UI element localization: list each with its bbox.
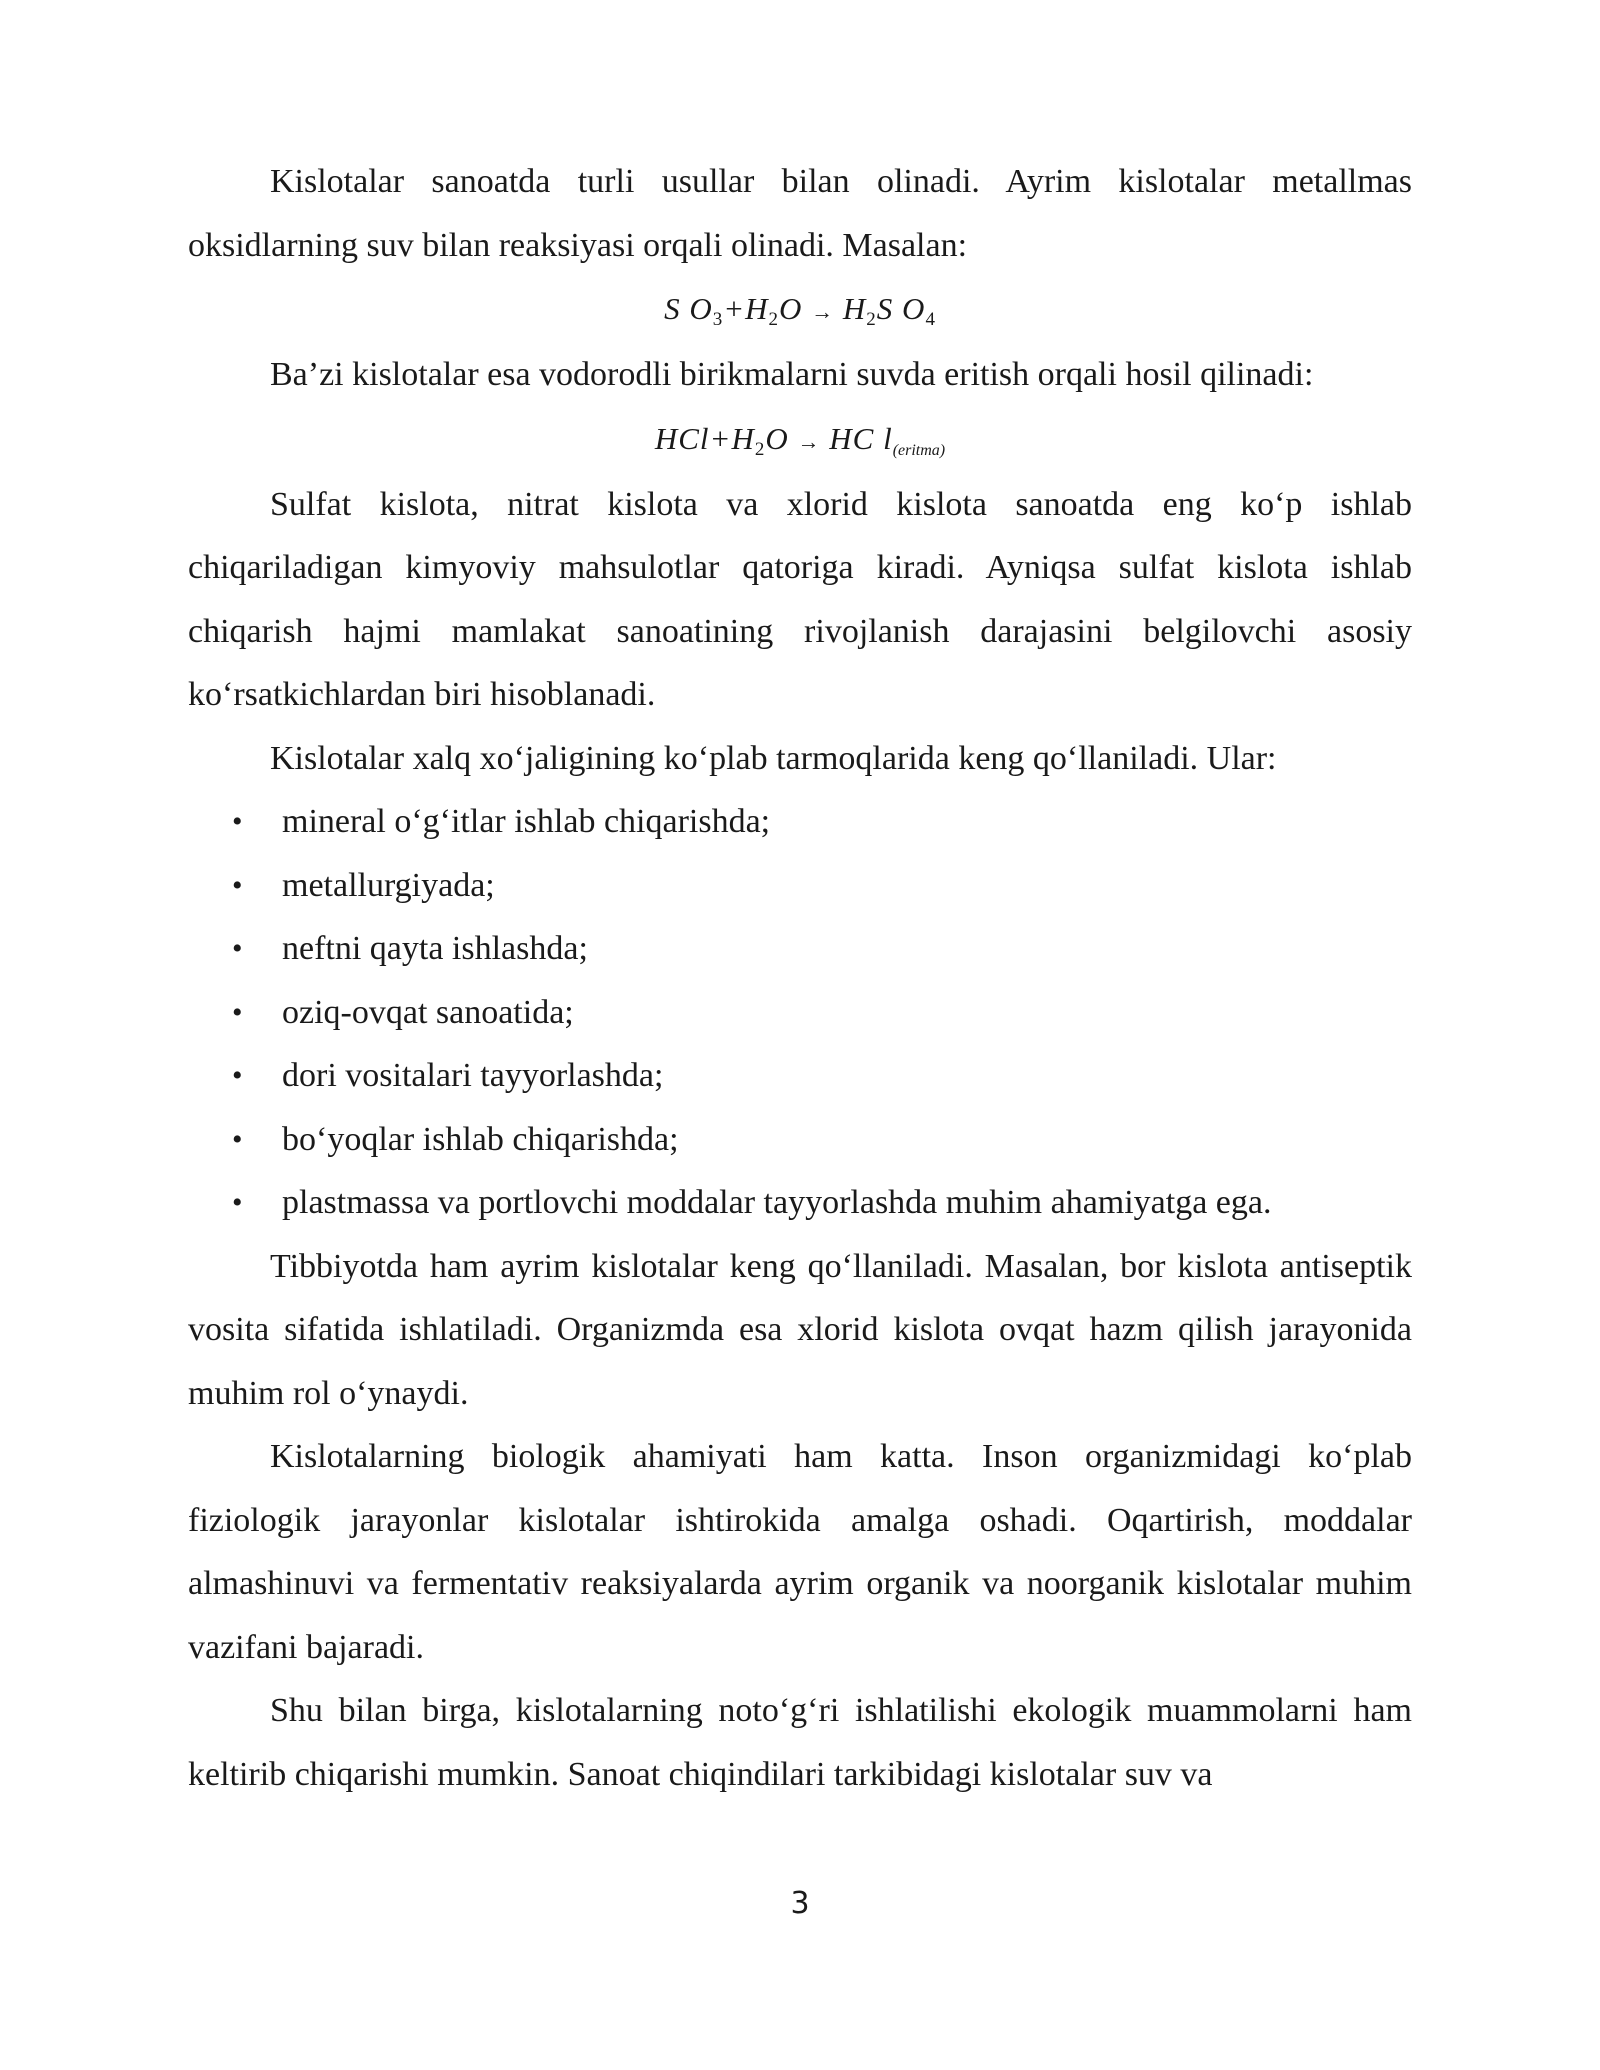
list-item <box>188 1108 1412 1172</box>
list-item <box>188 1044 1412 1108</box>
formula-arrow: → <box>811 299 835 324</box>
formula-term: HC l <box>829 420 893 456</box>
formula-term: HCl <box>654 420 710 456</box>
page-number: 3 <box>790 1886 810 1921</box>
paragraph-hydrogen-compounds: Ba’zi kislotalar esa vodorodli birikmalarni suvda eritish orqali hosil qilinadi: <box>270 356 1314 393</box>
bullet-icon: • <box>232 995 243 1029</box>
list-item <box>188 1171 1412 1235</box>
bullet-icon: • <box>232 805 243 838</box>
formula-operator: + <box>709 420 732 456</box>
bullet-icon: • <box>232 868 243 902</box>
bullet-icon: • <box>232 1186 243 1219</box>
formula-sulfuric-acid <box>188 277 1412 343</box>
list-item <box>188 981 1412 1045</box>
formula-subscript: (eritma) <box>892 441 946 459</box>
formula-term: H <box>731 420 755 456</box>
list-item <box>188 790 1412 854</box>
formula-term: H <box>745 291 769 326</box>
formula-operator: + <box>723 291 746 326</box>
formula-term: S O <box>876 291 926 326</box>
paragraph-medicine: Tibbiyotda ham ayrim kislotalar keng qo‘llaniladi. Masalan, bor kislota antiseptik vosita sifatida ishlatiladi. Organizmda esa xlorid kislota ovqat hazm qilish jarayonida muhim rol o‘ynaydi. <box>188 1247 1412 1412</box>
bullet-icon: • <box>232 1059 243 1092</box>
bullet-icon: • <box>232 932 243 965</box>
list-item-text: oziq-ovqat sanoatida; <box>282 993 574 1031</box>
bullet-icon: • <box>232 1122 243 1156</box>
formula-term: O <box>779 291 803 326</box>
paragraph-ecological-problems: Shu bilan birga, kislotalarning noto‘g‘ri ishlatilishi ekologik muammolarni ham keltirib chiqarishi mumkin. Sanoat chiqindilari tarkibidagi kislotalar suv va <box>188 1692 1412 1793</box>
formula-subscript: 2 <box>768 309 780 330</box>
list-item-text: dori vositalari tayyorlashda; <box>282 1057 664 1094</box>
formula-term: H <box>842 291 867 326</box>
list-item <box>188 854 1412 918</box>
list-item-text: plastmassa va portlovchi moddalar tayyorlashda muhim ahamiyatga ega. <box>282 1184 1272 1221</box>
acid-uses-list <box>188 790 1412 1235</box>
list-item <box>188 917 1412 981</box>
paragraph-biological-role: Kislotalarning biologik ahamiyati ham katta. Inson organizmidagi ko‘plab fiziologik jarayonlar kislotalar ishtirokida amalga oshadi. Oqartirish, moddalar almashinuvi va fermentativ reaksiyalarda ayrim organik va noorganik kislotalar muhim vazifani bajaradi. <box>188 1438 1412 1666</box>
formula-subscript: 2 <box>866 309 877 330</box>
formula-arrow: → <box>797 428 821 454</box>
formula-hydrochloric-acid <box>188 407 1412 473</box>
formula-subscript: 3 <box>712 309 724 330</box>
list-item-text: bo‘yoqlar ishlab chiqarishda; <box>282 1120 679 1158</box>
document-page <box>188 150 1412 1806</box>
paragraph-acid-uses-intro: Kislotalar xalq xo‘jaligining ko‘plab tarmoqlarida keng qo‘llaniladi. Ular: <box>270 739 1277 777</box>
paragraph-acid-production: Kislotalar sanoatda turli usullar bilan olinadi. Ayrim kislotalar metallmas oksidlarning suv bilan reaksiyasi orqali olinadi. Masalan: <box>188 163 1412 264</box>
list-item-text: neftni qayta ishlashda; <box>282 930 588 967</box>
paragraph-industrial-acids: Sulfat kislota, nitrat kislota va xlorid kislota sanoatda eng ko‘p ishlab chiqariladigan kimyoviy mahsulotlar qatoriga kiradi. Ayniqsa sulfat kislota ishlab chiqarish hajmi mamlakat sanoatining rivojlanish darajasini belgilovchi asosiy ko‘rsatkichlardan biri hisoblanadi. <box>188 485 1412 713</box>
formula-term: O <box>765 420 789 456</box>
list-item-text: metallurgiyada; <box>282 866 495 904</box>
list-item-text: mineral o‘g‘itlar ishlab chiqarishda; <box>282 803 771 840</box>
formula-term: S O <box>664 291 713 326</box>
formula-subscript: 2 <box>754 438 766 460</box>
formula-subscript: 4 <box>925 309 936 330</box>
